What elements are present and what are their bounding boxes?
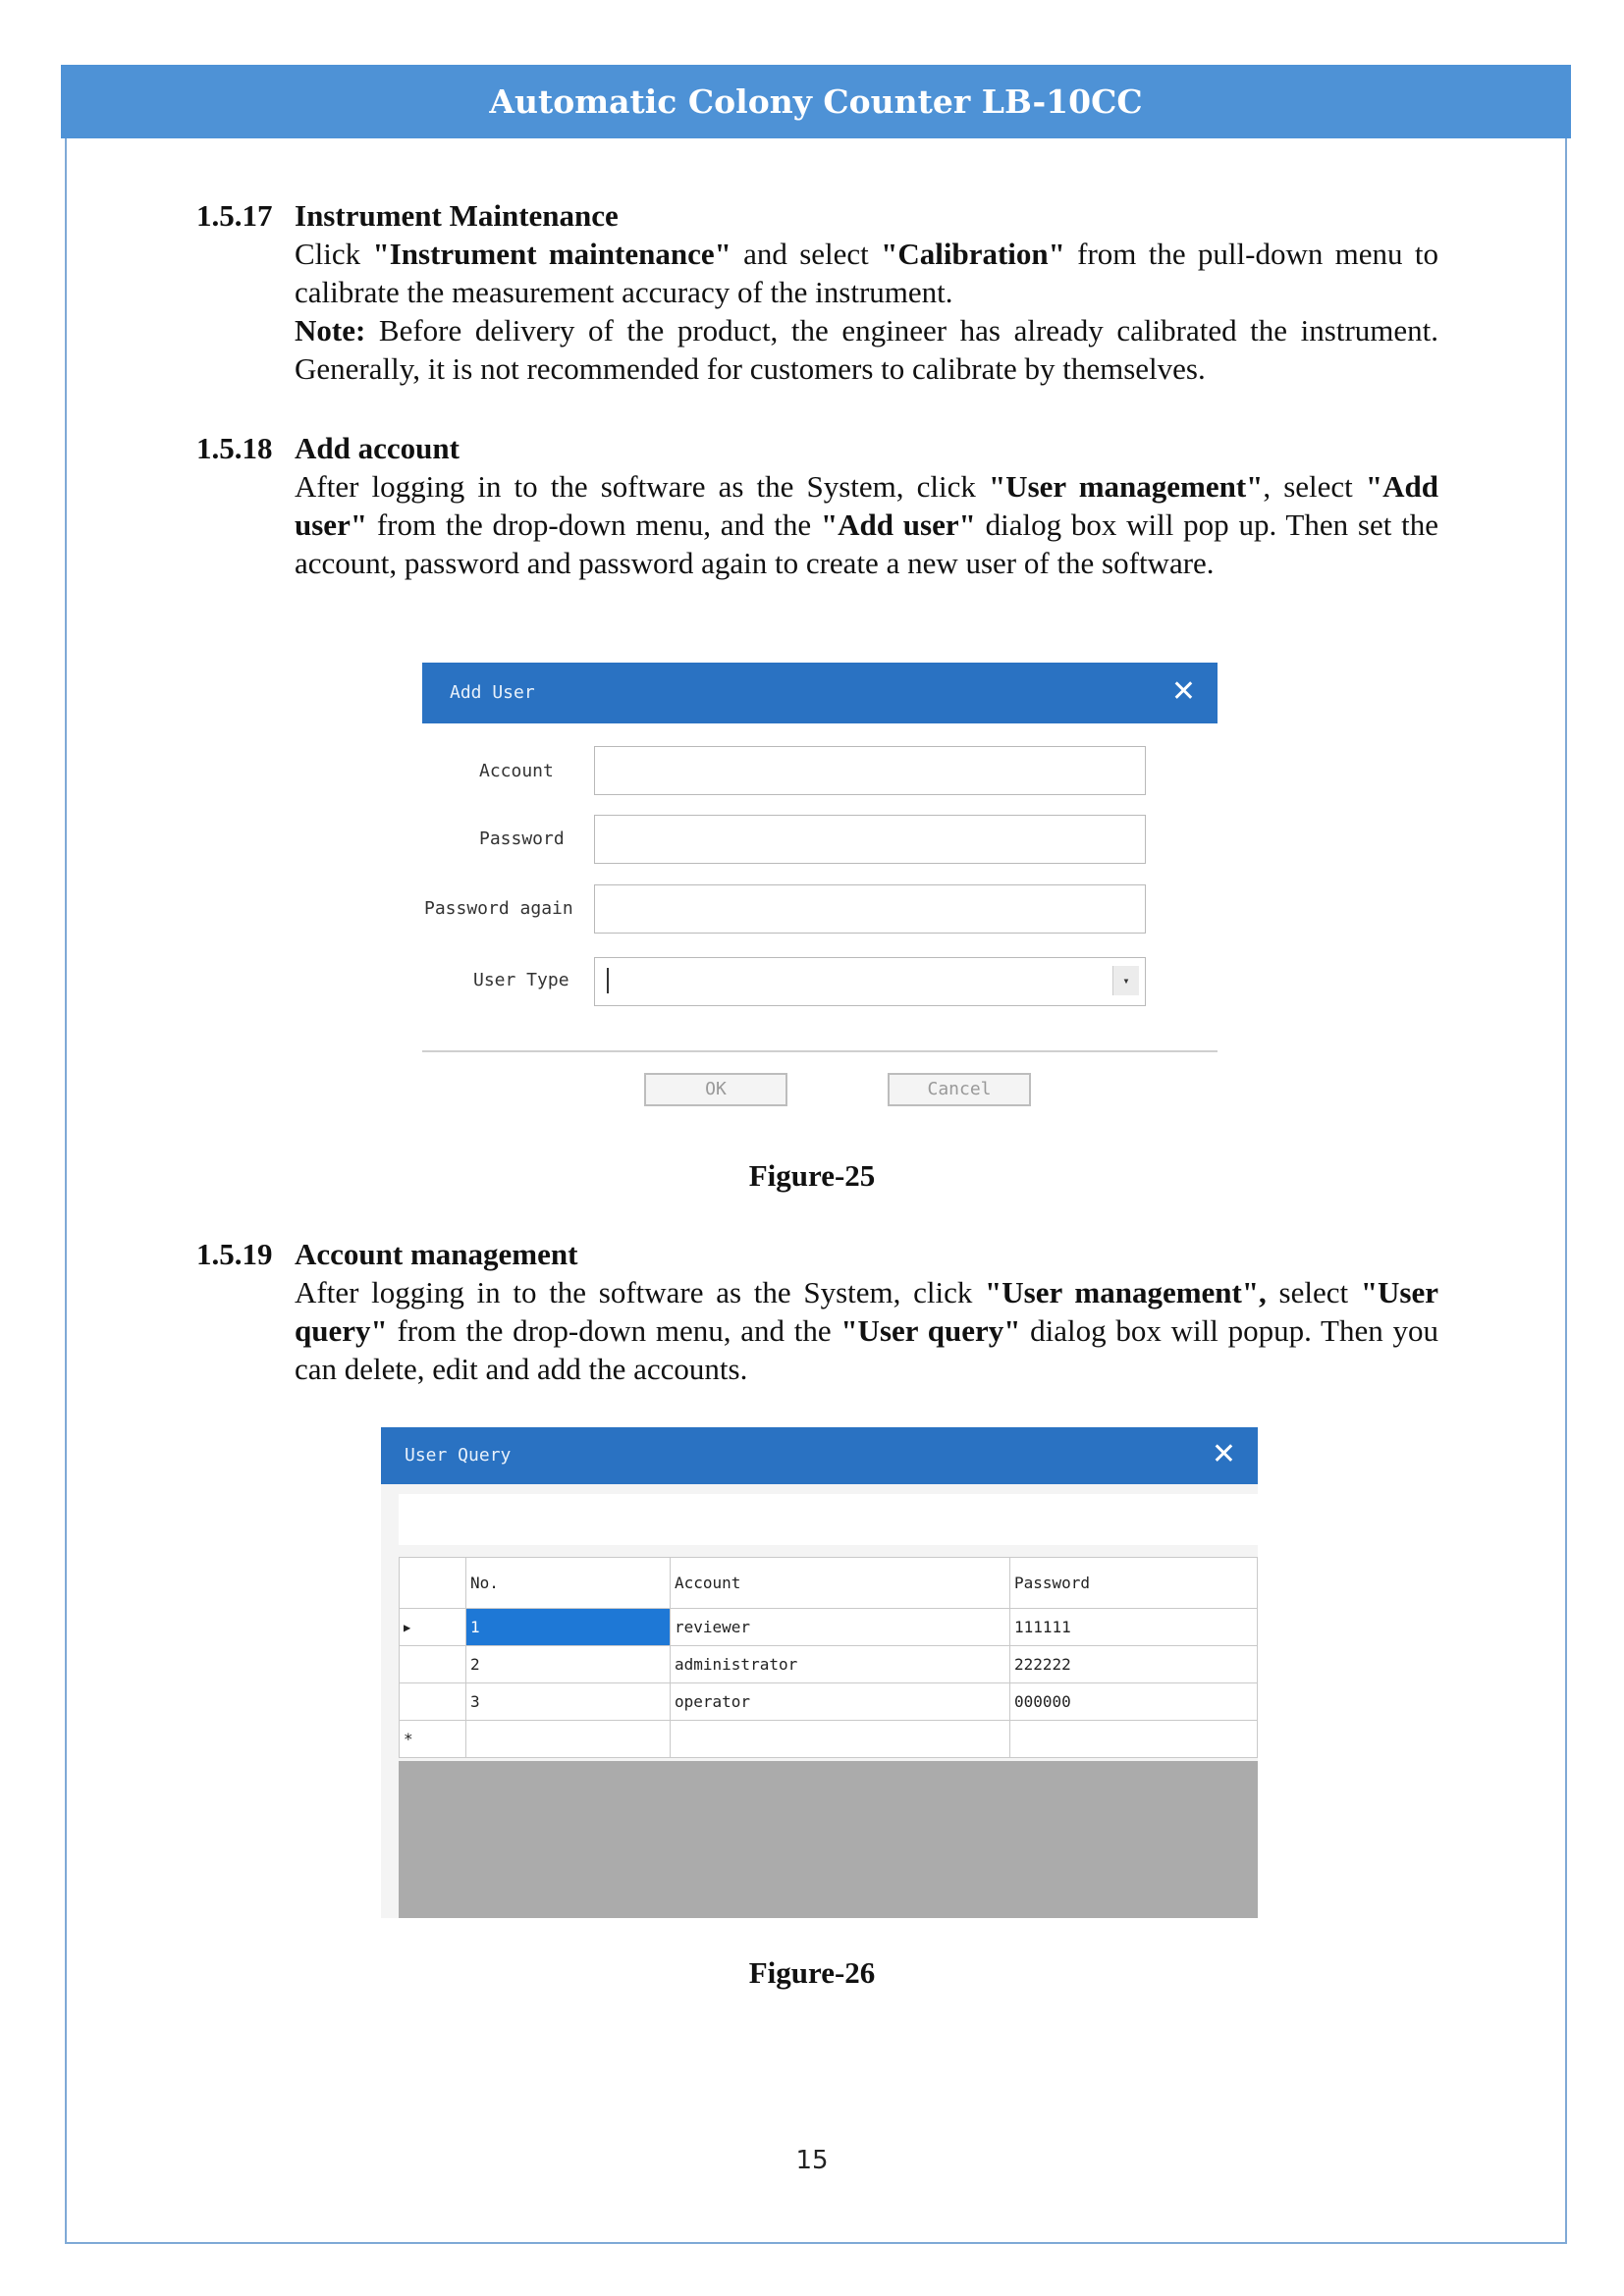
dialog-title: User Query (405, 1445, 512, 1466)
bold-text: "User management" (988, 469, 1264, 504)
cell-account[interactable]: operator (671, 1683, 1010, 1721)
user-type-label: User Type (473, 970, 569, 990)
dialog-titlebar (422, 663, 1218, 723)
section-number: 1.5.18 (196, 431, 273, 465)
user-grid[interactable] (399, 1557, 1258, 1758)
page-number: 15 (795, 2146, 829, 2175)
grid-header-row (400, 1558, 1258, 1609)
section-number: 1.5.19 (196, 1237, 273, 1271)
cell-password[interactable]: 222222 (1010, 1646, 1258, 1683)
text: from the drop-down menu, and the (367, 507, 821, 542)
cancel-button[interactable]: Cancel (888, 1073, 1031, 1106)
text: Click (295, 237, 373, 271)
row-header-cell (400, 1558, 466, 1609)
dialog-titlebar (381, 1427, 1258, 1484)
close-icon[interactable]: ✕ (1211, 1437, 1236, 1471)
user-type-select[interactable] (594, 957, 1146, 1006)
row-selector[interactable] (400, 1646, 466, 1683)
figure-caption-25: Figure-25 (748, 1158, 876, 1193)
paragraph (295, 235, 1438, 311)
text: select (1266, 1275, 1361, 1309)
text: , select (1263, 469, 1366, 504)
dialog-divider (422, 1050, 1218, 1052)
section-heading (196, 1235, 1438, 1273)
bold-text: "User management", (985, 1275, 1267, 1309)
password-again-label: Password again (424, 898, 573, 919)
bold-text: "Add user" (820, 507, 976, 542)
text: After logging in to the software as the System, click (295, 1275, 986, 1309)
document-title: Automatic Colony Counter LB-10CC (489, 82, 1143, 121)
text: from the pull-down menu to calibrate the measurement accuracy of the instrument. (295, 237, 1438, 309)
text: dialog box will popup. Then you can delete, edit and add the accounts. (295, 1313, 1438, 1386)
new-row[interactable] (400, 1721, 1258, 1758)
add-user-dialog (422, 663, 1218, 1114)
bold-text: "Add user" (295, 469, 1438, 542)
column-header-password[interactable]: Password (1010, 1558, 1258, 1609)
document-header (61, 65, 1571, 138)
paragraph (295, 1273, 1438, 1388)
chevron-down-icon[interactable]: ▾ (1112, 966, 1139, 995)
text: After logging in to the software as the System, click (295, 469, 989, 504)
section-title: Account management (295, 1237, 578, 1271)
user-query-dialog (381, 1427, 1258, 1918)
section-add-account (196, 429, 1438, 582)
text: from the drop-down menu, and the (387, 1313, 841, 1348)
bold-text: "Instrument maintenance" (372, 237, 731, 271)
toolbar-area (399, 1494, 1258, 1545)
cell-password[interactable]: 000000 (1010, 1683, 1258, 1721)
account-input[interactable] (594, 746, 1146, 795)
table-row[interactable] (400, 1683, 1258, 1721)
account-label: Account (479, 761, 554, 781)
note-label: Note: (295, 313, 366, 347)
cell-password[interactable]: 111111 (1010, 1609, 1258, 1646)
cell-no[interactable] (466, 1721, 671, 1758)
new-row-icon[interactable]: * (400, 1721, 466, 1758)
password-input[interactable] (594, 815, 1146, 864)
row-selector[interactable] (400, 1683, 466, 1721)
close-icon[interactable]: ✕ (1170, 674, 1196, 709)
section-title: Add account (295, 431, 460, 465)
ok-button[interactable]: OK (644, 1073, 787, 1106)
password-label: Password (479, 828, 565, 849)
text: dialog box will pop up. Then set the account, password and password again to create a new user of the software. (295, 507, 1438, 580)
table-row[interactable] (400, 1609, 1258, 1646)
cell-account[interactable]: reviewer (671, 1609, 1010, 1646)
section-heading (196, 429, 1438, 467)
cell-account[interactable]: administrator (671, 1646, 1010, 1683)
column-header-no[interactable]: No. (466, 1558, 671, 1609)
cell-account[interactable] (671, 1721, 1010, 1758)
section-title: Instrument Maintenance (295, 198, 619, 233)
figure-caption-26: Figure-26 (748, 1955, 876, 1990)
column-header-account[interactable]: Account (671, 1558, 1010, 1609)
row-selector-icon[interactable]: ▶ (400, 1609, 466, 1646)
cell-no[interactable]: 3 (466, 1683, 671, 1721)
text-caret (607, 968, 609, 993)
bold-text: "User query" (840, 1313, 1021, 1348)
section-heading (196, 196, 1438, 235)
section-number: 1.5.17 (196, 198, 273, 233)
bold-text: "Calibration" (881, 237, 1065, 271)
cell-no[interactable]: 2 (466, 1646, 671, 1683)
section-instrument-maintenance (196, 196, 1438, 388)
grid-empty-area (399, 1761, 1258, 1918)
cell-password[interactable] (1010, 1721, 1258, 1758)
text: Before delivery of the product, the engineer has already calibrated the instrument. Generally, it is not recommended for customers to calibrate by themselves. (295, 313, 1438, 386)
cell-no[interactable]: 1 (466, 1609, 671, 1646)
password-again-input[interactable] (594, 884, 1146, 934)
dialog-title: Add User (450, 682, 535, 703)
section-account-management (196, 1235, 1438, 1388)
note-paragraph (295, 311, 1438, 388)
text: and select (731, 237, 882, 271)
bold-text: "User query" (295, 1275, 1438, 1348)
paragraph (295, 467, 1438, 582)
table-row[interactable] (400, 1646, 1258, 1683)
